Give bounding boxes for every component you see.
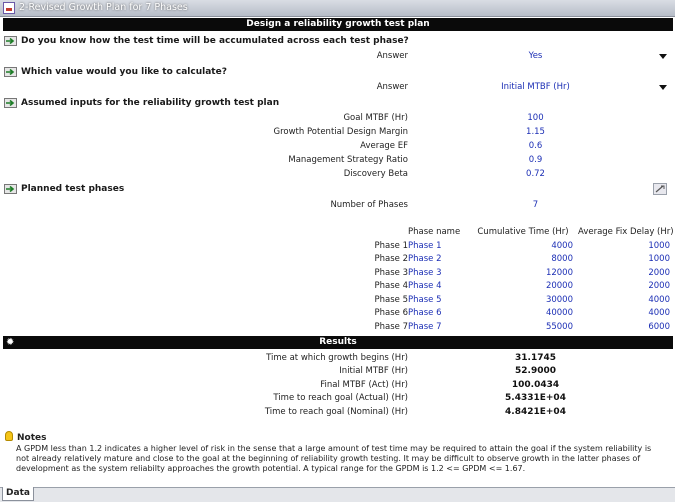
design-header: Design a reliability growth test plan	[3, 18, 673, 31]
input-field-gpdm[interactable]: 1.15	[526, 127, 545, 137]
phase-name-cell[interactable]: Phase 3	[408, 268, 442, 278]
input-row	[3, 168, 673, 181]
phase-row-label: Phase 1	[374, 241, 408, 251]
section-title: Planned test phases	[21, 184, 125, 194]
chevron-down-icon[interactable]	[659, 85, 667, 90]
notes-text: A GPDM less than 1.2 indicates a higher level of risk in the sense that a large amount of test time may be required to attain the goal if the system reliability is not already relatively mature and close to the goal at the beginning of reliability growth testing. It may be difficult to observe growth in the latter phases of development as the system reliabilty approaches the growth potential. A typical range for the GPDM is 1.2 <= GPDM <= 1.67.	[16, 444, 652, 473]
notes-title-row	[3, 431, 46, 445]
phase-row-label: Phase 3	[374, 268, 408, 278]
result-label: Time to reach goal (Actual) (Hr)	[273, 393, 408, 403]
result-row	[3, 352, 673, 365]
phase-table-header	[3, 226, 673, 239]
cumulative-time-cell[interactable]: 4000	[551, 241, 573, 251]
notes-section	[3, 431, 673, 471]
phase-name-cell[interactable]: Phase 7	[408, 322, 442, 332]
fix-delay-cell[interactable]: 1000	[648, 254, 670, 264]
answer-row-2	[3, 81, 673, 94]
input-label: Goal MTBF (Hr)	[343, 113, 408, 123]
phase-row-label: Phase 2	[374, 254, 408, 264]
answer-select-1[interactable]: Yes	[528, 51, 543, 61]
phase-count-field[interactable]: 7	[532, 200, 539, 210]
section-calculate-question	[3, 65, 673, 79]
result-row	[3, 379, 673, 392]
result-value: 5.4331E+04	[505, 393, 566, 403]
section-title: Assumed inputs for the reliability growth test plan	[21, 98, 280, 108]
answer-row-1	[3, 50, 673, 63]
column-header-fix-delay: Average Fix Delay (Hr)	[578, 227, 674, 237]
app-icon	[3, 2, 15, 14]
cumulative-time-cell[interactable]: 20000	[545, 281, 573, 291]
column-header-phase-name: Phase name	[408, 227, 461, 237]
result-row	[3, 365, 673, 378]
input-field-average-ef[interactable]: 0.6	[528, 141, 543, 151]
cumulative-time-cell[interactable]: 12000	[545, 268, 573, 278]
arrow-icon	[4, 98, 17, 108]
phase-row-label: Phase 5	[374, 295, 408, 305]
column-header-cumulative-time: Cumulative Time (Hr)	[477, 227, 569, 237]
table-row	[3, 307, 673, 320]
answer-select-2[interactable]: Initial MTBF (Hr)	[501, 82, 570, 92]
form-content	[0, 17, 675, 487]
cumulative-time-cell[interactable]: 40000	[545, 308, 573, 318]
arrow-icon	[4, 67, 17, 77]
table-row	[3, 267, 673, 280]
result-label: Time to reach goal (Nominal) (Hr)	[264, 407, 408, 417]
chevron-down-icon[interactable]	[659, 54, 667, 59]
calculator-icon[interactable]	[653, 183, 667, 195]
table-row	[3, 294, 673, 307]
results-header	[3, 336, 673, 349]
question-text: Do you know how the test time will be accumulated across each test phase?	[21, 36, 409, 46]
window-title: 2-Revised Growth Plan for 7 Phases	[19, 2, 188, 13]
result-label: Final MTBF (Act) (Hr)	[320, 380, 408, 390]
window-titlebar	[0, 0, 675, 17]
input-label: Discovery Beta	[343, 169, 408, 179]
result-label: Initial MTBF (Hr)	[339, 366, 408, 376]
phase-row-label: Phase 7	[374, 322, 408, 332]
result-value: 100.0434	[511, 380, 560, 390]
answer-label: Answer	[376, 51, 408, 61]
table-row	[3, 253, 673, 266]
sheet-tab-bar	[0, 487, 675, 502]
results-title: Results	[319, 337, 357, 347]
section-planned-phases	[3, 182, 673, 196]
arrow-icon	[4, 184, 17, 194]
arrow-icon	[4, 36, 17, 46]
cumulative-time-cell[interactable]: 8000	[551, 254, 573, 264]
result-value: 4.8421E+04	[505, 407, 566, 417]
fix-delay-cell[interactable]: 1000	[648, 241, 670, 251]
table-row	[3, 321, 673, 334]
fix-delay-cell[interactable]: 6000	[648, 322, 670, 332]
gear-icon[interactable]: ✹	[6, 337, 15, 348]
section-test-time-question	[3, 34, 673, 48]
cumulative-time-cell[interactable]: 55000	[545, 322, 573, 332]
input-label: Average EF	[360, 141, 408, 151]
result-row	[3, 406, 673, 419]
lightbulb-icon	[5, 431, 13, 441]
table-row	[3, 280, 673, 293]
result-value: 52.9000	[515, 366, 556, 376]
tab-data[interactable]: Data	[2, 487, 34, 501]
phase-name-cell[interactable]: Phase 6	[408, 308, 442, 318]
phase-row-label: Phase 6	[374, 308, 408, 318]
section-assumed-inputs	[3, 96, 673, 110]
input-field-msr[interactable]: 0.9	[528, 155, 543, 165]
table-row	[3, 240, 673, 253]
input-field-discovery-beta[interactable]: 0.72	[526, 169, 545, 179]
phase-name-cell[interactable]: Phase 1	[408, 241, 442, 251]
phase-count-label: Number of Phases	[330, 200, 408, 210]
result-value: 31.1745	[515, 353, 556, 363]
result-row	[3, 392, 673, 405]
input-label: Management Strategy Ratio	[288, 155, 408, 165]
input-field-goal-mtbf[interactable]: 100	[527, 113, 544, 123]
notes-title: Notes	[17, 433, 47, 443]
input-row	[3, 112, 673, 125]
question-text: Which value would you like to calculate?	[21, 67, 227, 77]
input-row	[3, 154, 673, 167]
phase-count-row	[3, 199, 673, 212]
phase-name-cell[interactable]: Phase 2	[408, 254, 442, 264]
result-label: Time at which growth begins (Hr)	[266, 353, 408, 363]
fix-delay-cell[interactable]: 2000	[648, 281, 670, 291]
answer-label: Answer	[376, 82, 408, 92]
phase-row-label: Phase 4	[374, 281, 408, 291]
fix-delay-cell[interactable]: 2000	[648, 268, 670, 278]
fix-delay-cell[interactable]: 4000	[648, 308, 670, 318]
input-row	[3, 140, 673, 153]
phase-name-cell[interactable]: Phase 5	[408, 295, 442, 305]
cumulative-time-cell[interactable]: 30000	[545, 295, 573, 305]
input-label: Growth Potential Design Margin	[273, 127, 408, 137]
phase-name-cell[interactable]: Phase 4	[408, 281, 442, 291]
fix-delay-cell[interactable]: 4000	[648, 295, 670, 305]
input-row	[3, 126, 673, 139]
